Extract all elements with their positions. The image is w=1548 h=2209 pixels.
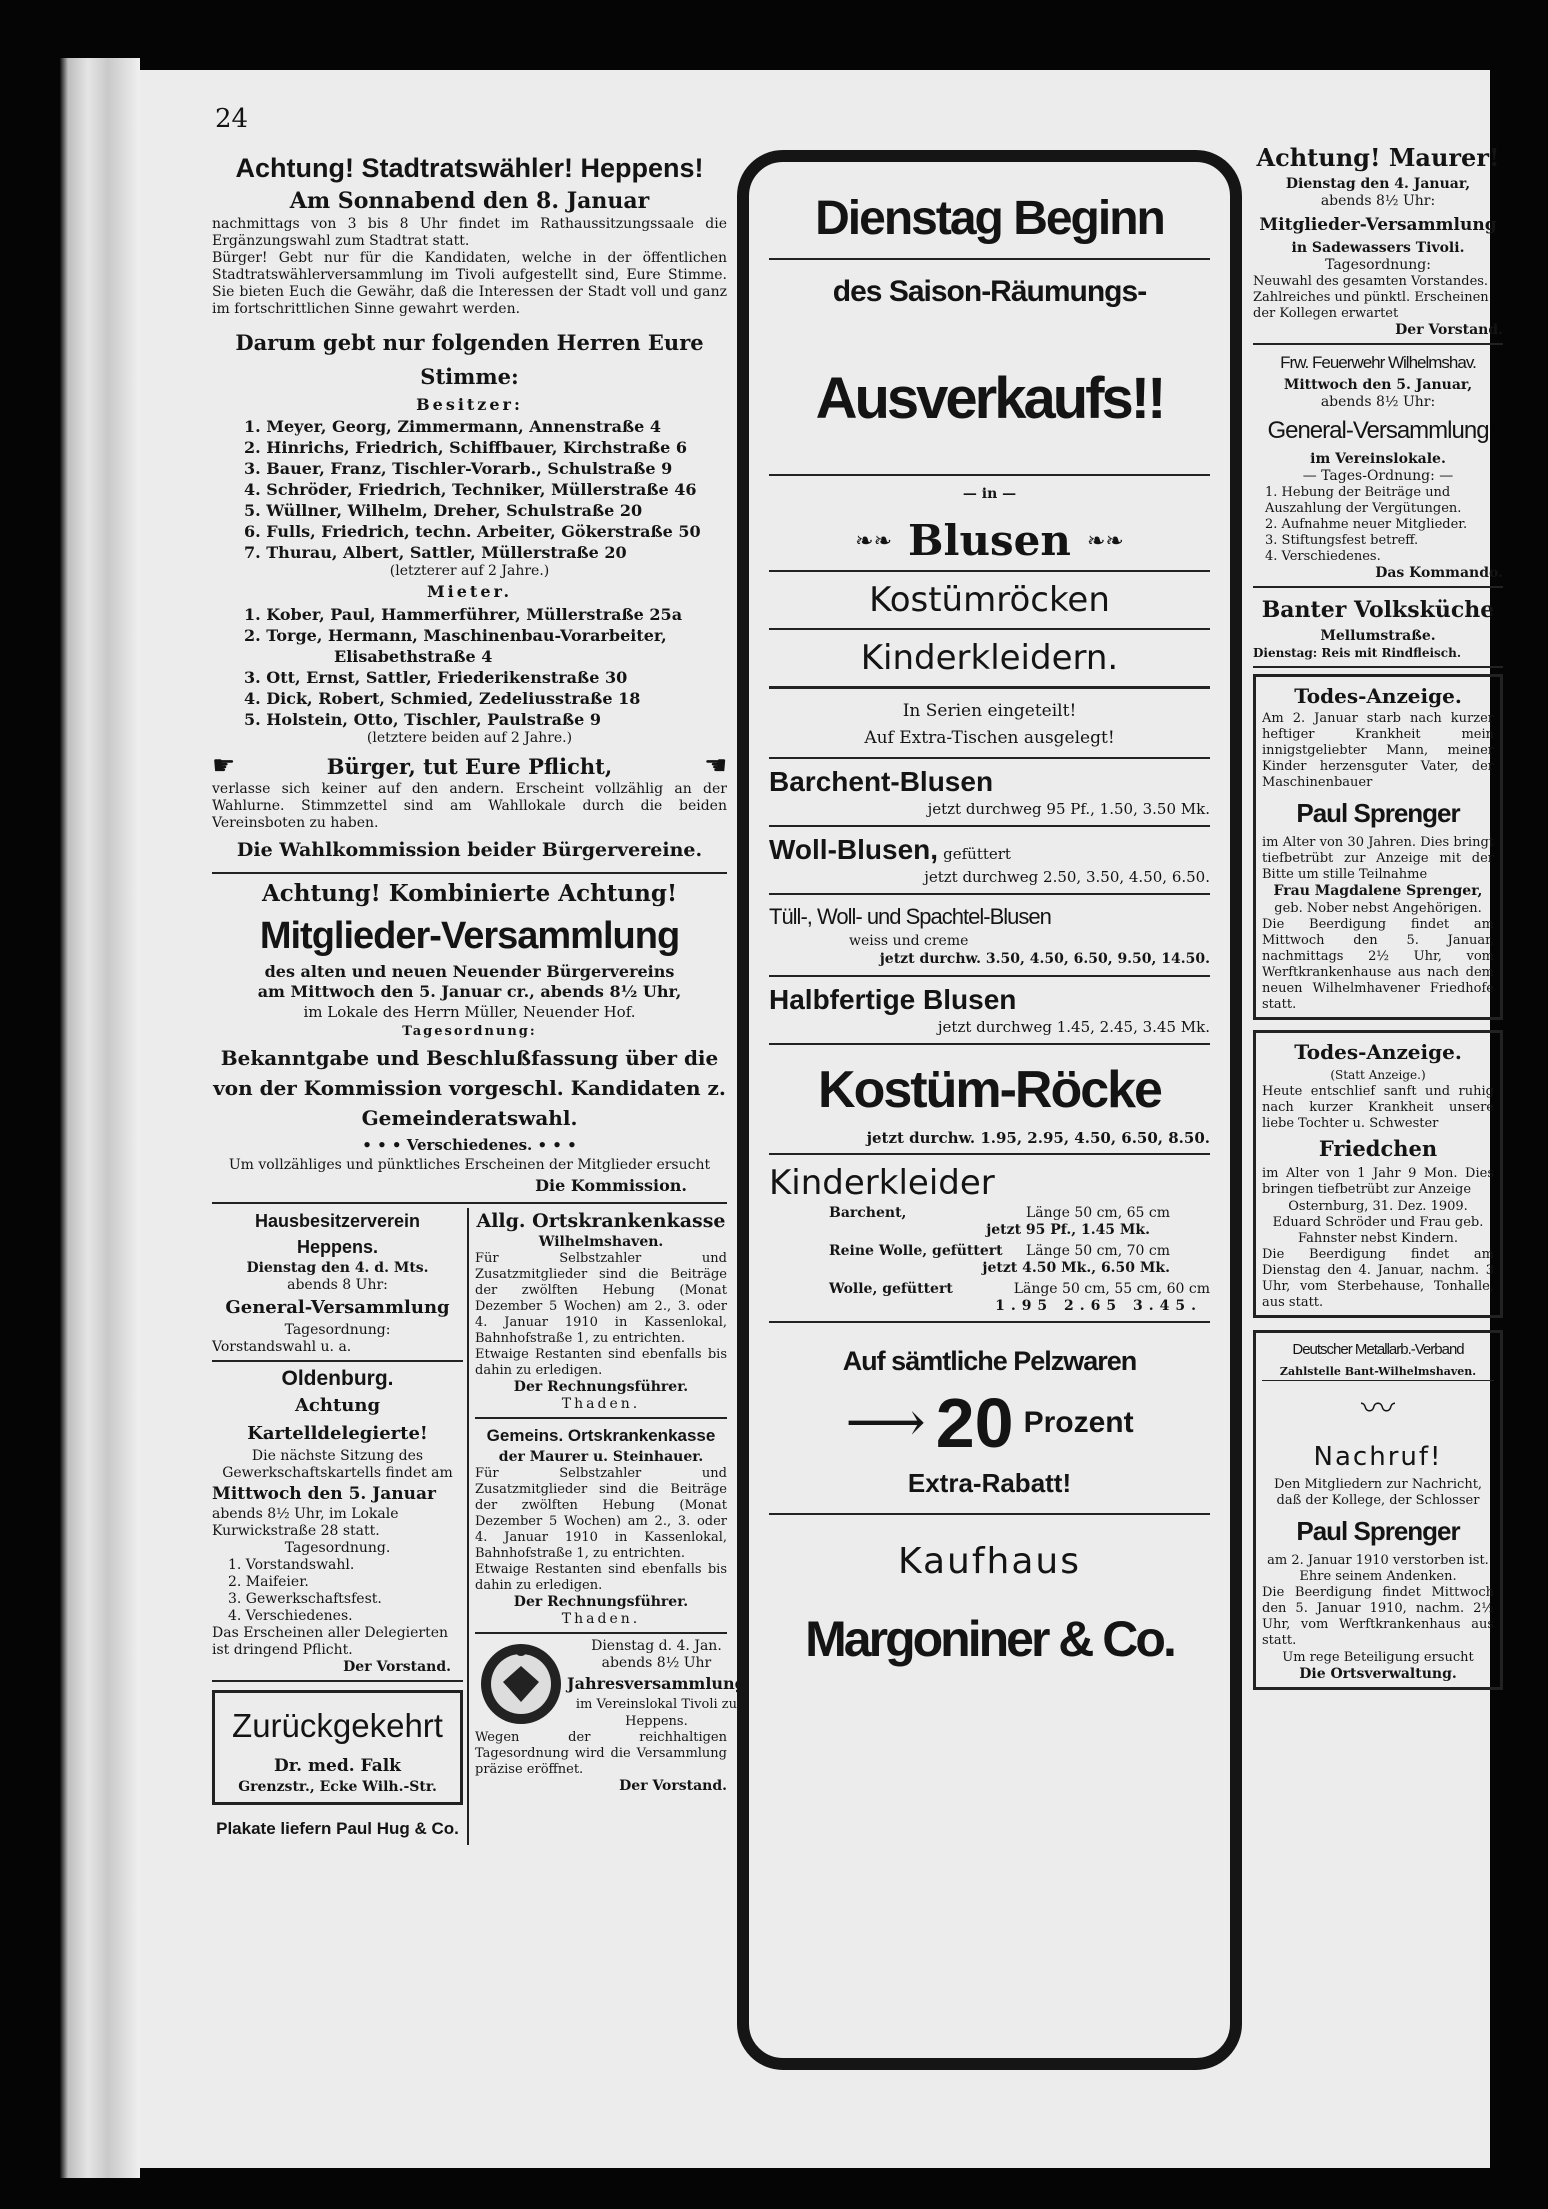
- todes2-burial: Die Beerdigung findet am Dienstag den 4. Januar, nachm. 3 Uhr, vom Sterbehause, Tonhalle, aus statt.: [1262, 1247, 1494, 1310]
- plakate-line: Plakate liefern Paul Hug & Co.: [216, 1819, 459, 1838]
- maurer-agenda: Neuwahl des gesamten Vorstandes. Zahlreiches und pünktl. Erscheinen der Kollegen erwartet: [1253, 274, 1489, 321]
- gemeins-text: Für Selbstzahler und Zusatzmitglieder sind die Beiträge der zwölften Hebung (Monat Dezember 5 Wochen) am 2., 3. oder 4. Januar 1910 in Kassenlokal, Bahnhofstraße 1, zu entrichten.: [475, 1466, 727, 1561]
- metall-text2: am 2. Januar 1910 verstorben ist. Ehre seinem Andenken.: [1267, 1553, 1489, 1584]
- product-name: Halbfertige Blusen: [769, 984, 1017, 1015]
- volkskueche-title: Banter Volksküche: [1261, 597, 1495, 623]
- left-column: [212, 150, 746, 2060]
- product-woll: [769, 827, 1210, 895]
- palm-branch-icon: 〰: [1361, 1389, 1395, 1429]
- todes1-widow2: geb. Nober nebst Angehörigen.: [1274, 901, 1482, 916]
- agenda-item: 4. Verschiedenes.: [228, 1608, 353, 1624]
- ad-line-ausverkauf: Ausverkaufs!!: [769, 324, 1210, 476]
- ad-in: — in —: [962, 486, 1017, 502]
- agenda-item: 1. Hebung der Beiträge und Auszahlung der Vergütungen.: [1265, 485, 1462, 516]
- kinder-row: [769, 1243, 1210, 1277]
- agenda-item: 2. Aufnahme neuer Mitglieder.: [1265, 517, 1468, 532]
- todes2-text: Heute entschlief sanft und ruhig nach kurzer Krankheit unsere liebe Tochter u. Schwester: [1262, 1084, 1494, 1131]
- divider: [212, 1202, 727, 1204]
- divider: [475, 1632, 727, 1634]
- feuerwehr-title: Frw. Feuerwehr Wilhelmshav.: [1280, 353, 1476, 372]
- maurer-place: in Sadewassers Tivoli.: [1291, 240, 1465, 256]
- todes1-title: Todes-Anzeige.: [1294, 684, 1462, 708]
- ad-series: In Serien eingeteilt!: [902, 701, 1077, 721]
- divider: [475, 1417, 727, 1419]
- pelz-number: 20: [935, 1384, 1014, 1462]
- duty-text: verlasse sich keiner auf den andern. Erscheint vollzählig an der Wahlurne. Stimmzettel sind am Wahllokale durch die beiden Vereinsboten zu haben.: [212, 781, 727, 831]
- pelz-unit: Prozent: [1023, 1406, 1134, 1439]
- metall-burial: Die Beerdigung findet Mittwoch den 5. Januar 1910, nachm. 2½ Uhr, vom Werftkrankenhaus aus statt.: [1262, 1585, 1494, 1648]
- mitglieder-note: Um vollzähliges und pünktliches Erscheinen der Mitglieder ersucht: [228, 1157, 711, 1173]
- vorwaerts-signature: Der Vorstand.: [619, 1778, 727, 1794]
- gemeins-ad: [475, 1423, 727, 1628]
- todes2-sub: (Statt Anzeige.): [1330, 1068, 1426, 1082]
- stadtrat-date: Am Sonnabend den 8. Januar: [289, 188, 650, 214]
- zurueck-name: Dr. med. Falk: [274, 1756, 401, 1776]
- product-halbfertig: [769, 977, 1210, 1045]
- duty-heading: Bürger, tut Eure Pflicht,: [326, 753, 613, 779]
- hausbesitzer-time: abends 8 Uhr:: [287, 1277, 388, 1293]
- metall-sub: Zahlstelle Bant-Wilhelmshaven.: [1262, 1363, 1494, 1381]
- oldenburg-closing: Das Erscheinen aller Delegierten ist dringend Pflicht.: [212, 1625, 449, 1658]
- hausbesitzer-agenda-label: Tagesordnung:: [284, 1322, 391, 1338]
- divider: [212, 1680, 463, 1682]
- feuerwehr-place: im Vereinslokale.: [1310, 451, 1446, 467]
- volkskueche-menu: Dienstag: Reis mit Rindfleisch.: [1253, 646, 1462, 660]
- divider: [1253, 586, 1503, 588]
- zurueck-ad: [212, 1690, 463, 1805]
- stadtrat-intro: nachmittags von 3 bis 8 Uhr findet im Rathaussitzungssaale die Ergänzungswahl zum Stadtrat statt.: [212, 216, 727, 249]
- oldenburg-agenda: [212, 1557, 463, 1625]
- agenda-item: 3. Stiftungsfest betreff.: [1265, 533, 1419, 548]
- product-sub: weiss und creme: [849, 933, 969, 949]
- oldenburg-place: abends 8½ Uhr, im Lokale Kurwickstraße 28 statt.: [212, 1506, 399, 1539]
- kinder-price: jetzt 4.50 Mk., 6.50 Mk.: [982, 1260, 1170, 1276]
- volkskueche-ad: [1253, 592, 1503, 662]
- owners-list: [212, 416, 727, 563]
- metall-title: Deutscher Metallarb.-Verband: [1292, 1341, 1464, 1358]
- kaufhaus-label: Kaufhaus: [898, 1541, 1081, 1582]
- tenant-entry: Elisabethstraße 4: [334, 647, 493, 666]
- zurueck-address: Grenzstr., Ecke Wilh.-Str.: [238, 1779, 437, 1795]
- ortskasse-ad: [475, 1208, 727, 1413]
- metall-nachruf: [1253, 1330, 1503, 1690]
- pelz-heading: Auf sämtliche Pelzwaren: [842, 1346, 1137, 1376]
- agenda-item: 3. Gewerkschaftsfest.: [228, 1591, 382, 1607]
- wahlkommission-signature: Die Wahlkommission beider Bürgervereine.: [236, 839, 703, 861]
- ad-line-dienstag: Dienstag Beginn: [769, 180, 1210, 260]
- kinder-size: Länge 50 cm, 55 cm, 60 cm: [1013, 1281, 1210, 1297]
- vote-heading: Darum gebt nur folgenden Herren Eure Stimme:: [235, 330, 704, 389]
- ortskasse-title: Allg. Ortskrankenkasse: [476, 1210, 726, 1232]
- mitglieder-signature: Die Kommission.: [535, 1176, 687, 1195]
- owner-entry: 1. Meyer, Georg, Zimmermann, Annenstraße 4: [244, 417, 661, 436]
- ad-item-blusen: Blusen: [908, 516, 1071, 565]
- oldenburg-text: Die nächste Sitzung des Gewerkschaftskartells findet am: [222, 1448, 453, 1481]
- product-price: jetzt durchweg 95 Pf., 1.50, 3.50 Mk.: [927, 800, 1210, 818]
- todes2-date: Osternburg, 31. Dez. 1909.: [1288, 1199, 1468, 1214]
- pelz-section: [769, 1323, 1210, 1515]
- hausbesitzer-ad: [212, 1208, 463, 1356]
- product-price: jetzt durchweg 2.50, 3.50, 4.50, 6.50.: [924, 868, 1210, 886]
- mitglieder-where: im Lokale des Herrn Müller, Neuender Hof.: [303, 1003, 636, 1021]
- pointing-hand-icon: ☛: [703, 751, 727, 781]
- maurer-date: Dienstag den 4. Januar,: [1285, 176, 1471, 192]
- tenant-entry: 5. Holstein, Otto, Tischler, Paulstraße 9: [244, 710, 602, 729]
- owner-entry: 2. Hinrichs, Friedrich, Schiffbauer, Kirchstraße 6: [244, 438, 688, 457]
- owner-entry: 5. Wüllner, Wilhelm, Dreher, Schulstraße 20: [244, 501, 643, 520]
- gemeins-name: Thaden.: [561, 1611, 641, 1627]
- ortskasse-place: Wilhelmshaven.: [538, 1234, 664, 1250]
- product-kinderkleider: [769, 1155, 1210, 1323]
- owners-heading: Besitzer:: [416, 395, 523, 414]
- product-tuell: [769, 895, 1210, 977]
- mitglieder-title: Mitglieder-Versammlung: [259, 915, 680, 957]
- todes2-text2: im Alter von 1 Jahr 9 Mon. Dies bringen tiefbetrübt zur Anzeige: [1262, 1166, 1494, 1197]
- kinder-size: Länge 50 cm, 70 cm: [1025, 1243, 1170, 1259]
- kinder-size: Länge 50 cm, 65 cm: [1025, 1205, 1170, 1221]
- owner-entry: 7. Thurau, Albert, Sattler, Müllerstraße 20: [244, 543, 627, 562]
- metall-name: Paul Sprenger: [1296, 1516, 1460, 1546]
- agenda-item: 4. Verschiedenes.: [1265, 549, 1381, 564]
- todes-anzeige-friedchen: [1253, 1030, 1503, 1318]
- tenant-entry: 1. Kober, Paul, Hammerführer, Müllerstraße 25a: [244, 605, 683, 624]
- product-price: jetzt durchweg 1.45, 2.45, 3.45 Mk.: [937, 1018, 1210, 1036]
- mitglieder-misc: • • • Verschiedenes. • • •: [362, 1136, 577, 1154]
- vorwaerts-ad: [475, 1638, 746, 1795]
- owner-entry: 6. Fulls, Friedrich, techn. Arbeiter, Gökerstraße 50: [244, 522, 701, 541]
- product-price: jetzt durchw. 3.50, 4.50, 6.50, 9.50, 14.50.: [879, 951, 1210, 967]
- ortskasse-name: Thaden.: [561, 1396, 641, 1412]
- tenant-entry: 4. Dick, Robert, Schmied, Zedeliusstraße 18: [244, 689, 641, 708]
- zurueck-title: Zurückgekehrt: [232, 1707, 443, 1744]
- feuerwehr-event: General-Versammlung: [1267, 417, 1489, 444]
- todes1-name: Paul Sprenger: [1296, 798, 1460, 828]
- divider: [1253, 343, 1503, 345]
- owners-note: (letzterer auf 2 Jahre.): [389, 563, 550, 579]
- maurer-signature: Der Vorstand.: [1395, 322, 1503, 338]
- feuerwehr-ad: [1253, 349, 1503, 582]
- todes2-title: Todes-Anzeige.: [1294, 1040, 1462, 1064]
- tenants-list: [212, 604, 727, 730]
- gemeins-title: Gemeins. Ortskrankenkasse: [486, 1426, 716, 1445]
- feuerwehr-signature: Das Kommando.: [1375, 565, 1503, 581]
- feuerwehr-time: abends 8½ Uhr:: [1320, 394, 1436, 410]
- stadtrat-ad: [212, 150, 727, 868]
- feuerwehr-agenda-label: — Tages-Ordnung: —: [1302, 468, 1454, 484]
- maurer-event: Mitglieder-Versammlung: [1259, 215, 1497, 235]
- todes2-name: Friedchen: [1318, 1136, 1438, 1161]
- mitglieder-when: am Mittwoch den 5. Januar cr., abends 8½ Uhr,: [257, 982, 682, 1001]
- firm-name: Margoniner & Co.: [805, 1611, 1174, 1667]
- oldenburg-signature: Der Vorstand.: [343, 1659, 451, 1675]
- gemeins-rest: Etwaige Restanten sind ebenfalls bis dahin zu erledigen.: [475, 1562, 727, 1593]
- agenda-item: 2. Maifeier.: [228, 1574, 309, 1590]
- vorwaerts-time: abends 8½ Uhr: [601, 1655, 712, 1671]
- metall-closing: Um rege Beteiligung ersucht: [1282, 1650, 1474, 1665]
- oldenburg-date: Mittwoch den 5. Januar: [212, 1484, 436, 1504]
- kinder-price: jetzt 95 Pf., 1.45 Mk.: [986, 1222, 1150, 1238]
- todes1-widow: Frau Magdalene Sprenger,: [1273, 883, 1483, 899]
- oldenburg-ad: [212, 1366, 463, 1676]
- feuerwehr-agenda: [1253, 485, 1503, 565]
- tenant-entry: 2. Torge, Hermann, Maschinenbau-Vorarbeiter,: [244, 626, 667, 645]
- ortskasse-rest: Etwaige Restanten sind ebenfalls bis dahin zu erledigen.: [475, 1347, 727, 1378]
- hausbesitzer-agenda: Vorstandswahl u. a.: [212, 1339, 352, 1355]
- pelz-rabatt: Extra-Rabatt!: [907, 1468, 1072, 1498]
- ad-item-kostuemroecken: Kostümröcken: [769, 572, 1210, 630]
- maurer-title: Achtung! Maurer!: [1256, 143, 1500, 172]
- kinder-price: 1.95 2.65 3.45.: [995, 1298, 1202, 1314]
- product-name: Woll-Blusen,: [769, 834, 939, 865]
- mitglieder-ad: [212, 878, 727, 1198]
- todes1-burial: Die Beerdigung findet am Mittwoch den 5. Januar, nachmittags 2½ Uhr, vom Werftkrankenhause aus nach dem neuen Wilhelmhavener Friedhofe statt.: [1262, 917, 1494, 1012]
- metall-nachruf-heading: Nachruf!: [1313, 1442, 1443, 1472]
- product-barchent: [769, 759, 1210, 827]
- ortskasse-signature: Der Rechnungsführer.: [513, 1379, 689, 1395]
- arrow-right-icon: ⟶: [845, 1390, 926, 1455]
- vorwaerts-text: Wegen der reichhaltigen Tagesordnung wird die Versammlung präzise eröffnet.: [475, 1730, 727, 1777]
- todes1-text: Am 2. Januar starb nach kurzer heftiger Krankheit mein innigstgeliebter Mann, meiner Kinder herzensguter Vater, der Maschinenbauer: [1262, 711, 1494, 790]
- product-kostuem: [769, 1045, 1210, 1155]
- oldenburg-title: Oldenburg.: [281, 1367, 394, 1390]
- metall-signature: Die Ortsverwaltung.: [1299, 1666, 1457, 1682]
- mitglieder-agenda: Bekanntgabe und Beschlußfassung über die von der Kommission vorgeschl. Kandidaten z. Gemeinderatswahl.: [213, 1046, 726, 1130]
- vorwaerts-date: Dienstag d. 4. Jan.: [591, 1638, 722, 1654]
- tenant-entry: 3. Ott, Ernst, Sattler, Friederikenstraße 30: [244, 668, 628, 687]
- kinder-label: Wolle, gefüttert: [829, 1281, 953, 1297]
- margoniner-ad: [737, 150, 1242, 2070]
- gemeins-signature: Der Rechnungsführer.: [513, 1594, 689, 1610]
- pointing-hand-icon: ☛: [212, 751, 236, 781]
- todes-anzeige-sprenger: [1253, 674, 1503, 1020]
- feuerwehr-date: Mittwoch den 5. Januar,: [1283, 377, 1473, 393]
- page-number: 24: [215, 104, 249, 134]
- tenants-heading: Mieter.: [426, 582, 513, 601]
- stadtrat-title: Achtung! Stadtratswähler! Heppens!: [235, 153, 704, 183]
- kinder-title: Kinderkleider: [769, 1163, 995, 1203]
- kinder-label: Reine Wolle, gefüttert: [829, 1243, 1003, 1259]
- metall-text: Den Mitgliedern zur Nachricht, daß der Kollege, der Schlosser: [1273, 1477, 1483, 1508]
- ornament-icon: ❧❧: [855, 528, 893, 554]
- oldenburg-headline: Achtung Kartelldelegierte!: [247, 1395, 428, 1444]
- hausbesitzer-date: Dienstag den 4. d. Mts.: [246, 1260, 429, 1276]
- ad-tables: Auf Extra-Tischen ausgelegt!: [769, 725, 1210, 759]
- divider: [212, 1360, 463, 1362]
- maurer-agenda-label: Tagesordnung:: [1325, 257, 1431, 273]
- vorwaerts-place: im Vereinslokal Tivoli zu Heppens.: [575, 1697, 738, 1729]
- ad-item-kinderkleidern: Kinderkleidern.: [769, 630, 1210, 689]
- gemeins-sub: der Maurer u. Steinhauer.: [498, 1449, 704, 1465]
- kostuem-price: jetzt durchw. 1.95, 2.95, 4.50, 6.50, 8.50.: [866, 1129, 1210, 1147]
- maurer-ad: [1253, 140, 1503, 339]
- kinder-label: Barchent,: [829, 1205, 907, 1221]
- product-extra: gefüttert: [943, 845, 1011, 863]
- agenda-item: 1. Vorstandswahl.: [228, 1557, 355, 1573]
- todes2-parents: Eduard Schröder und Frau geb. Fahnster nebst Kindern.: [1272, 1215, 1484, 1246]
- right-column: [1253, 140, 1503, 2060]
- maurer-time: abends 8½ Uhr:: [1320, 193, 1436, 209]
- divider: [212, 872, 727, 874]
- hausbesitzer-event: General-Versammlung: [225, 1297, 450, 1318]
- mitglieder-sub: des alten und neuen Neuender Bürgervereins: [264, 962, 675, 981]
- kostuem-title: Kostüm-Röcke: [818, 1061, 1161, 1119]
- vorwaerts-event: Jahresversammlung: [567, 1674, 746, 1693]
- owner-entry: 4. Schröder, Friedrich, Techniker, Müllerstraße 46: [244, 480, 697, 499]
- ad-line-saison: des Saison-Räumungs-: [832, 275, 1147, 308]
- club-seal-icon: [475, 1638, 567, 1730]
- kinder-row: [769, 1205, 1210, 1239]
- mitglieder-agenda-label: Tagesordnung:: [402, 1024, 537, 1039]
- product-name: Tüll-, Woll- und Spachtel-Blusen: [769, 904, 1051, 929]
- owner-entry: 3. Bauer, Franz, Tischler-Vorarb., Schulstraße 9: [244, 459, 673, 478]
- divider: [1253, 666, 1503, 668]
- hausbesitzer-title: Hausbesitzerverein Heppens.: [254, 1211, 421, 1257]
- mitglieder-headline: Achtung! Kombinierte Achtung!: [261, 880, 678, 907]
- tenants-note: (letztere beiden auf 2 Jahre.): [366, 730, 573, 746]
- todes1-text2: im Alter von 30 Jahren. Dies bringt tiefbetrübt zur Anzeige mit der Bitte um stille Teilnahme: [1262, 835, 1494, 882]
- book-edge: [60, 58, 140, 2178]
- oldenburg-agenda-label: Tagesordnung.: [284, 1540, 391, 1556]
- volkskueche-street: Mellumstraße.: [1320, 628, 1436, 644]
- product-name: Barchent-Blusen: [769, 766, 994, 797]
- stadtrat-appeal: Bürger! Gebt nur für die Kandidaten, welche in der öffentlichen Stadtratswählerversammlung im Tivoli aufgestellt sind, Eure Stimme. Sie bieten Euch die Gewähr, daß die Interessen der Stadt voll und ganz im fortschrittlichen Sinne gewahrt werden.: [212, 250, 727, 317]
- kinder-row: [769, 1281, 1210, 1315]
- ortskasse-text: Für Selbstzahler und Zusatzmitglieder sind die Beiträge der zwölften Hebung (Monat Dezember 5 Wochen) am 2., 3. oder 4. Januar 1910 in Kassenlokal, Bahnhofstraße 1, zu entrichten.: [475, 1251, 727, 1346]
- ornament-icon: ❧❧: [1086, 528, 1124, 554]
